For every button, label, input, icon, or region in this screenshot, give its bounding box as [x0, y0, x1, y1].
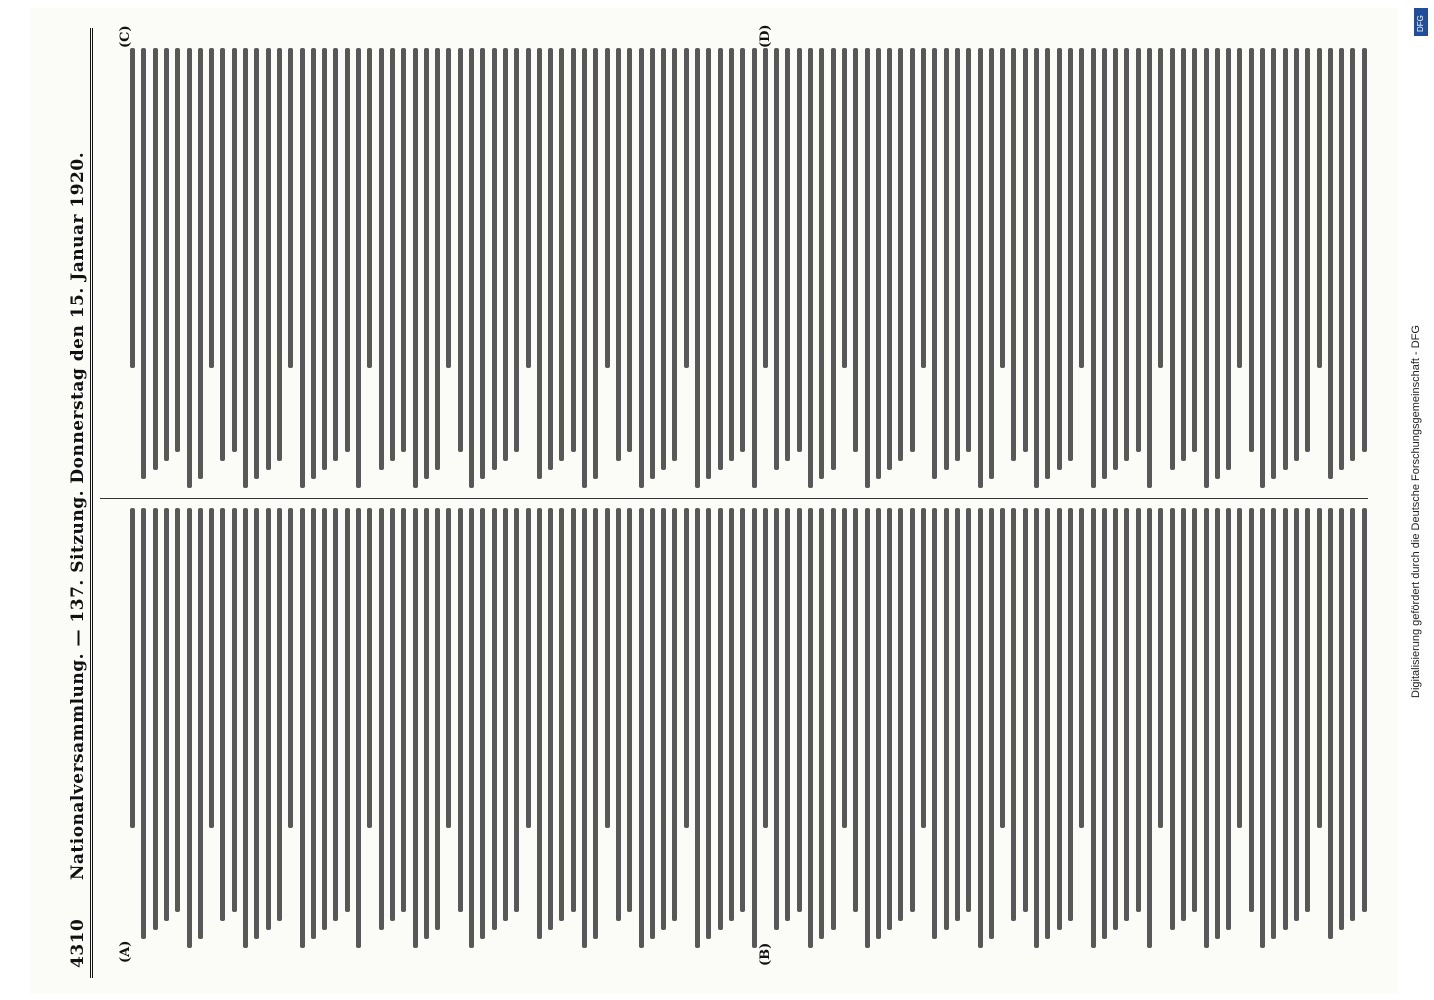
text-line — [209, 508, 214, 828]
text-line — [695, 508, 700, 948]
text-line — [627, 508, 632, 912]
text-line — [1271, 508, 1276, 939]
text-line — [865, 508, 870, 948]
text-line — [1192, 48, 1197, 452]
text-line — [1147, 508, 1152, 948]
text-line — [1068, 48, 1073, 461]
text-line — [989, 508, 994, 939]
text-line — [729, 48, 734, 461]
text-line — [164, 48, 169, 461]
text-line — [559, 48, 564, 461]
text-line — [932, 48, 937, 479]
text-line — [898, 48, 903, 461]
text-line — [718, 48, 723, 470]
text-line — [503, 48, 508, 461]
margin-marker-d: (D) — [758, 24, 773, 48]
text-line — [661, 508, 666, 930]
text-line — [785, 48, 790, 461]
credit-text: Digitalisierung gefördert durch die Deutsche Forschungsgemeinschaft - DFG — [1410, 325, 1422, 698]
text-line — [1283, 48, 1288, 470]
text-line — [1023, 48, 1028, 452]
text-line — [322, 508, 327, 930]
text-line — [695, 48, 700, 488]
text-line — [774, 48, 779, 470]
text-line — [322, 48, 327, 470]
text-line — [1136, 48, 1141, 452]
text-line — [684, 48, 689, 368]
text-line — [1283, 508, 1288, 930]
text-line — [582, 508, 587, 948]
text-line — [1305, 48, 1310, 452]
text-line — [706, 508, 711, 939]
text-line — [752, 508, 757, 948]
body-column-left — [130, 508, 131, 509]
text-line — [1294, 48, 1299, 461]
text-line — [367, 508, 372, 828]
text-line — [266, 508, 271, 930]
text-line — [910, 48, 915, 452]
text-line — [559, 508, 564, 921]
text-line — [153, 508, 158, 930]
head-rule — [90, 28, 97, 978]
text-line — [1362, 48, 1367, 452]
text-line — [1294, 508, 1299, 921]
text-line — [1328, 48, 1333, 479]
text-line — [1000, 508, 1005, 828]
text-line — [774, 508, 779, 930]
text-line — [480, 48, 485, 479]
text-line — [718, 508, 723, 930]
text-line — [537, 48, 542, 479]
text-line — [1362, 508, 1367, 912]
text-line — [458, 508, 463, 912]
text-line — [944, 508, 949, 930]
text-line — [232, 508, 237, 912]
text-line — [356, 48, 361, 488]
text-line — [1102, 48, 1107, 479]
text-line — [887, 48, 892, 470]
text-line — [345, 508, 350, 912]
document-page — [30, 8, 1398, 993]
text-line — [1068, 508, 1073, 921]
text-line — [1113, 508, 1118, 930]
text-line — [876, 508, 881, 939]
text-line — [435, 48, 440, 470]
text-line — [1091, 48, 1096, 488]
text-line — [1339, 508, 1344, 930]
text-line — [1350, 508, 1355, 921]
text-line — [706, 48, 711, 479]
text-line — [130, 48, 135, 368]
text-line — [401, 508, 406, 912]
margin-marker-b: (B) — [758, 942, 773, 966]
text-line — [1260, 508, 1265, 948]
text-line — [1045, 48, 1050, 479]
text-line — [672, 508, 677, 921]
text-line — [1113, 48, 1118, 470]
text-line — [1170, 48, 1175, 470]
text-line — [1215, 48, 1220, 479]
text-line — [333, 508, 338, 921]
running-head — [68, 152, 88, 968]
text-line — [480, 508, 485, 939]
text-line — [650, 508, 655, 939]
text-line — [1260, 48, 1265, 488]
text-line — [639, 508, 644, 948]
body-column-right — [130, 48, 131, 49]
text-line — [921, 48, 926, 368]
text-line — [469, 508, 474, 948]
text-line — [1091, 508, 1096, 948]
text-line — [1158, 508, 1163, 828]
text-line — [526, 508, 531, 828]
text-line — [435, 508, 440, 930]
text-line — [1237, 48, 1242, 368]
text-line — [865, 48, 870, 488]
text-line — [978, 48, 983, 488]
text-line — [1328, 508, 1333, 939]
text-line — [333, 48, 338, 461]
text-line — [288, 48, 293, 368]
text-line — [752, 48, 757, 488]
text-line — [548, 48, 553, 470]
text-line — [288, 508, 293, 828]
text-line — [390, 48, 395, 461]
text-line — [763, 508, 768, 828]
text-line — [910, 508, 915, 912]
text-line — [876, 48, 881, 479]
digitization-credit — [1408, 8, 1430, 708]
text-line — [187, 508, 192, 948]
page-number: 4310 — [68, 918, 88, 968]
text-line — [1317, 508, 1322, 828]
text-line — [401, 48, 406, 452]
text-line — [1124, 508, 1129, 921]
text-line — [243, 508, 248, 948]
text-line — [1045, 508, 1050, 939]
text-line — [593, 48, 598, 479]
text-line — [220, 508, 225, 921]
text-line — [300, 48, 305, 488]
text-line — [1226, 508, 1231, 930]
text-line — [232, 48, 237, 452]
text-line — [1124, 48, 1129, 461]
text-line — [187, 48, 192, 488]
text-line — [729, 508, 734, 921]
text-line — [740, 508, 745, 912]
text-line — [966, 508, 971, 912]
text-line — [514, 508, 519, 912]
text-line — [921, 508, 926, 828]
text-line — [1350, 48, 1355, 461]
text-line — [819, 508, 824, 939]
text-line — [1226, 48, 1231, 470]
text-line — [672, 48, 677, 461]
text-line — [1034, 508, 1039, 948]
text-line — [413, 508, 418, 948]
text-line — [831, 48, 836, 470]
text-line — [548, 508, 553, 930]
text-line — [1305, 508, 1310, 912]
text-line — [593, 508, 598, 939]
text-line — [605, 508, 610, 828]
margin-marker-c: (C) — [118, 25, 133, 48]
text-line — [1034, 48, 1039, 488]
margin-marker-a: (A) — [118, 940, 133, 963]
text-line — [458, 48, 463, 452]
text-line — [853, 508, 858, 912]
text-line — [639, 48, 644, 488]
text-line — [819, 48, 824, 479]
text-line — [1249, 48, 1254, 452]
text-line — [1249, 508, 1254, 912]
text-line — [1204, 48, 1209, 488]
text-line — [1000, 48, 1005, 368]
text-line — [503, 508, 508, 921]
text-line — [955, 508, 960, 921]
text-line — [220, 48, 225, 461]
text-line — [254, 508, 259, 939]
text-line — [492, 508, 497, 930]
text-line — [141, 508, 146, 939]
text-line — [582, 48, 587, 488]
text-line — [446, 508, 451, 828]
text-line — [978, 508, 983, 948]
text-line — [469, 48, 474, 488]
text-line — [966, 48, 971, 452]
text-line — [390, 508, 395, 921]
text-line — [141, 48, 146, 479]
text-line — [785, 508, 790, 921]
text-line — [616, 48, 621, 461]
text-line — [763, 48, 768, 368]
text-line — [887, 508, 892, 930]
dfg-badge: DFG — [1414, 8, 1428, 36]
text-line — [1057, 508, 1062, 930]
text-line — [1204, 508, 1209, 948]
text-line — [424, 508, 429, 939]
text-line — [650, 48, 655, 479]
text-line — [311, 48, 316, 479]
text-line — [1317, 48, 1322, 368]
text-line — [1023, 508, 1028, 912]
text-line — [345, 48, 350, 452]
text-line — [955, 48, 960, 461]
text-line — [831, 508, 836, 930]
text-line — [1158, 48, 1163, 368]
text-line — [356, 508, 361, 948]
text-line — [932, 508, 937, 939]
text-line — [198, 48, 203, 479]
text-line — [1215, 508, 1220, 939]
text-line — [1271, 48, 1276, 479]
text-line — [842, 48, 847, 368]
text-line — [153, 48, 158, 470]
text-line — [1102, 508, 1107, 939]
text-line — [164, 508, 169, 921]
text-line — [243, 48, 248, 488]
text-line — [808, 48, 813, 488]
text-line — [514, 48, 519, 452]
text-line — [1181, 508, 1186, 921]
text-line — [842, 508, 847, 828]
text-line — [661, 48, 666, 470]
text-line — [446, 48, 451, 368]
column-rule — [100, 498, 1368, 499]
text-line — [175, 48, 180, 452]
text-line — [605, 48, 610, 368]
text-line — [311, 508, 316, 939]
text-line — [627, 48, 632, 452]
text-line — [379, 508, 384, 930]
text-line — [1181, 48, 1186, 461]
text-line — [254, 48, 259, 479]
text-line — [1170, 508, 1175, 930]
text-line — [1339, 48, 1344, 470]
text-line — [130, 508, 135, 828]
text-line — [616, 508, 621, 921]
text-line — [266, 48, 271, 470]
text-line — [1011, 508, 1016, 921]
text-line — [413, 48, 418, 488]
text-line — [1011, 48, 1016, 461]
text-line — [898, 508, 903, 921]
text-line — [1147, 48, 1152, 488]
text-line — [571, 508, 576, 912]
text-line — [1192, 508, 1197, 912]
text-line — [1079, 508, 1084, 828]
text-line — [797, 48, 802, 452]
text-line — [1057, 48, 1062, 470]
text-line — [277, 48, 282, 461]
text-line — [198, 508, 203, 939]
text-line — [424, 48, 429, 479]
text-line — [175, 508, 180, 912]
running-head-text: Nationalversammlung. — 137. Sitzung. Donnerstag den 15. Januar 1920. — [68, 151, 88, 881]
text-line — [379, 48, 384, 470]
text-line — [989, 48, 994, 479]
text-line — [277, 508, 282, 921]
text-line — [492, 48, 497, 470]
text-line — [944, 48, 949, 470]
text-line — [808, 508, 813, 948]
text-line — [571, 48, 576, 452]
text-line — [537, 508, 542, 939]
text-line — [526, 48, 531, 368]
text-line — [300, 508, 305, 948]
text-line — [797, 508, 802, 912]
text-line — [1237, 508, 1242, 828]
text-line — [1136, 508, 1141, 912]
text-line — [367, 48, 372, 368]
text-line — [684, 508, 689, 828]
text-line — [853, 48, 858, 452]
text-line — [209, 48, 214, 368]
text-line — [740, 48, 745, 452]
text-line — [1079, 48, 1084, 368]
